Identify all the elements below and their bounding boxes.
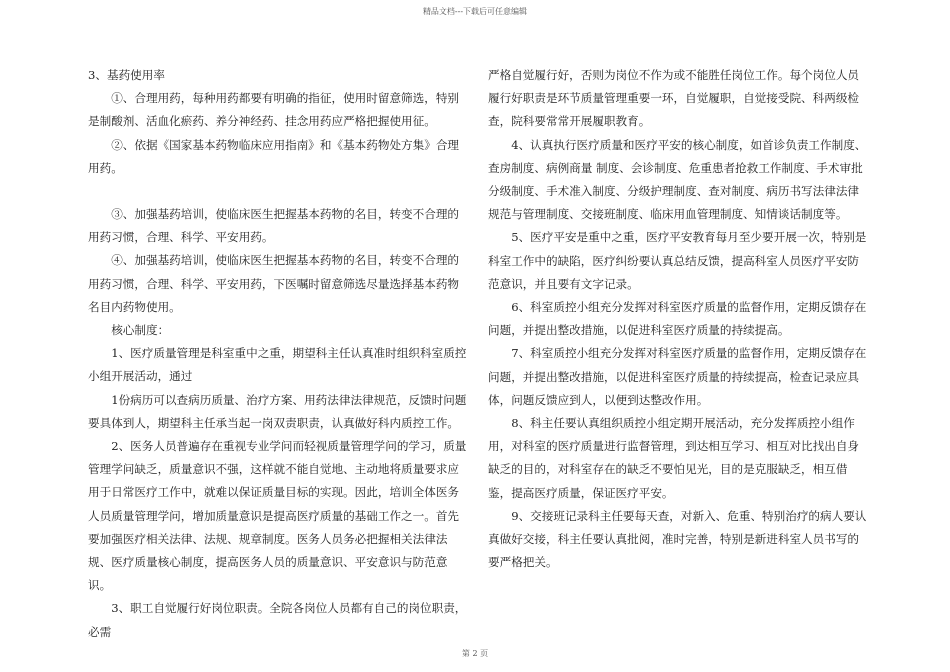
- paragraph: 6、科室质控小组充分发挥对科室医疗质量的监督作用，定期反馈存在问题，并提出整改措施，以促进科室医疗质量的持续提高。: [488, 300, 867, 338]
- paragraph: 1份病历可以查病历质量、治疗方案、用药法律法律规范，反馈时问题要具体到人，期望科主任承当起一岗双责职责，认真做好科内质控工作。: [88, 392, 467, 430]
- paragraph: 严格自觉履行好，否则为岗位不作为或不能胜任岗位工作。每个岗位人员履行好职责是环节质量管理重要一环，自觉履职，自觉接受院、科两级检查，院科要常常开展履职教育。: [488, 68, 860, 129]
- paragraph: 3、职工自觉履行好岗位职责。全院各岗位人员都有自己的岗位职责，必需: [88, 601, 467, 639]
- paragraph: 7、科室质控小组充分发挥对科室医疗质量的监督作用，定期反馈存在问题，并提出整改措施，以促进科室医疗质量的持续提高，检查记录应具体，问题反馈应到人，以便到达整改作用。: [488, 346, 867, 407]
- paragraph-gap: [88, 180, 470, 203]
- left-column: [88, 64, 470, 644]
- paragraph: 3、基药使用率: [88, 68, 165, 82]
- paragraph: 8、科主任要认真组织质控小组定期开展活动，充分发挥质控小组作用，对科室的医疗质量进行监督管理，到达相互学习、相互对比找出自身缺乏的目的，对科室存在的缺乏不要怕见光，目的是克服缺乏，相互借鉴，提高医疗质量，保证医疗平安。: [488, 416, 860, 500]
- paragraph: 1、医疗质量管理是科室重中之重，期望科主任认真准时组织科室质控小组开展活动，通过: [88, 346, 467, 384]
- paragraph: 2、医务人员普遍存在重视专业学问而轻视质量管理学问的学习，质量管理学问缺乏，质量意识不强，这样就不能自觉地、主动地将质量要求应用于日常医疗工作中，就难以保证质量目标的实现。因此，培训全体医务人员质量管理学问，增加质量意识是提高医疗质量的基础工作之一。首先要加强医疗相关法律、法规、规章制度。医务人员务必把握相关法律法规、医疗质量核心制度，提高医务人员的质量意识、平安意识与防范意识。: [88, 439, 467, 593]
- paragraph: 5、医疗平安是重中之重，医疗平安教育每月至少要开展一次，特别是科室工作中的缺陷，医疗纠纷要认真总结反馈，提高科室人员医疗平安防范意识，并且要有文字记录。: [488, 230, 867, 291]
- paragraph: ③、加强基药培训，使临床医生把握基本药物的名目，转变不合理的用药习惯，合理、科学、平安用药。: [88, 207, 460, 245]
- paragraph: ④、加强基药培训，使临床医生把握基本药物的名目，转变不合理的用药习惯，合理、科学、平安用药，下医嘱时留意筛选尽量选择基本药物名目内药物使用。: [88, 253, 460, 314]
- paragraph: 核心制度：: [111, 323, 170, 338]
- paragraph: 4、认真执行医疗质量和医疗平安的核心制度，如首诊负责工作制度、查房制度、病例商量 制度、会诊制度、危重患者抢救工作制度、手术审批分级制度、手术准入制度、分级护理制度、查对制度、病历书写法律法律规范与管理制度、交接班制度、临床用血管理制度、知情谈话制度等。: [488, 137, 867, 222]
- page-header: 精品文档---下载后可任意编辑: [422, 7, 528, 16]
- right-column: [488, 64, 870, 574]
- paragraph: ②、依据《国家基本药物临床应用指南》和《基本药物处方集》合理用药。: [88, 137, 460, 175]
- paragraph: 9、交接班记录科主任要每天查，对新入、危重、特别治疗的病人要认真做好交接，科主任要认真批阅，准时完善，特别是新进科室人员书写的要严格把关。: [488, 508, 867, 570]
- page-footer: 第 2 页: [461, 649, 489, 658]
- paragraph: ①、合理用药，每种用药都要有明确的指征，使用时留意筛选，特别是制酸剂、活血化瘀药、养分神经药、挂念用药应严格把握使用征。: [88, 91, 460, 129]
